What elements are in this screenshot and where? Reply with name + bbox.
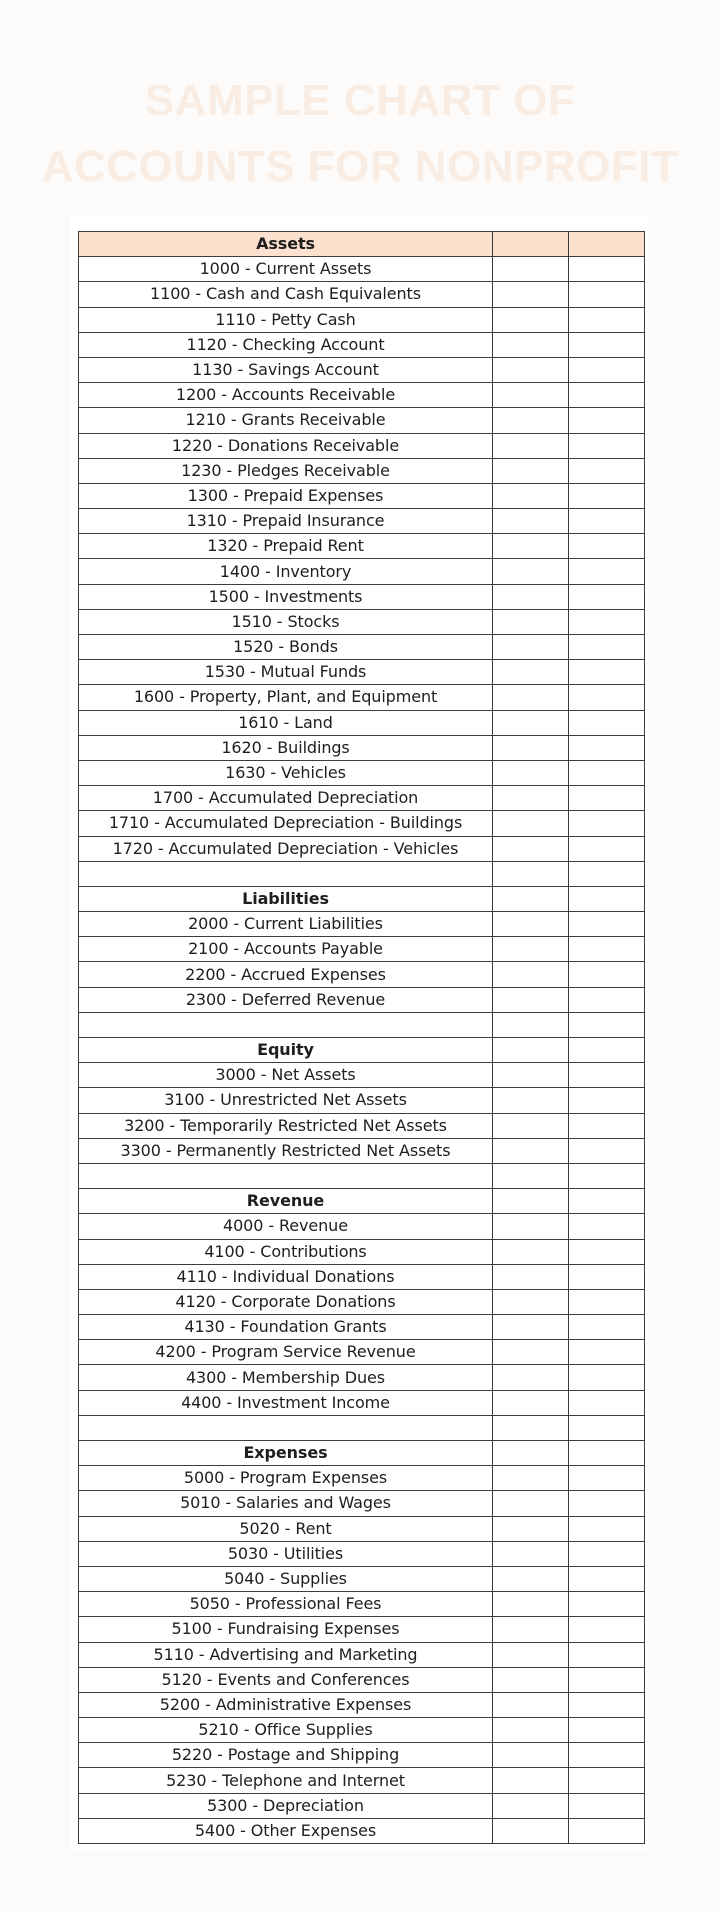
empty-value-cell [569, 1566, 645, 1591]
account-row [79, 786, 645, 811]
account-row [79, 257, 645, 282]
blank-row [79, 1163, 645, 1188]
empty-value-cell [493, 1390, 569, 1415]
account-row [79, 710, 645, 735]
account-row [79, 307, 645, 332]
account-name-cell: 5050 - Professional Fees [79, 1592, 493, 1617]
chart-of-accounts-body [79, 232, 645, 1844]
empty-value-cell [569, 433, 645, 458]
empty-value-cell [569, 307, 645, 332]
account-row [79, 685, 645, 710]
section-title-cell: Liabilities [79, 886, 493, 911]
empty-value-cell [493, 937, 569, 962]
account-row [79, 1768, 645, 1793]
empty-value-cell [493, 811, 569, 836]
empty-value-cell [493, 609, 569, 634]
empty-value-cell [493, 1189, 569, 1214]
empty-value-cell [569, 635, 645, 660]
empty-value-cell [569, 1768, 645, 1793]
account-name-cell: 1700 - Accumulated Depreciation [79, 786, 493, 811]
empty-value-cell [569, 609, 645, 634]
empty-value-cell [569, 1239, 645, 1264]
empty-value-cell [493, 509, 569, 534]
section-header-row [79, 1189, 645, 1214]
empty-value-cell [493, 1038, 569, 1063]
empty-value-cell [493, 1264, 569, 1289]
account-row [79, 1289, 645, 1314]
empty-value-cell [569, 1138, 645, 1163]
account-name-cell: 4000 - Revenue [79, 1214, 493, 1239]
account-row [79, 635, 645, 660]
empty-value-cell [569, 1365, 645, 1390]
page-title [0, 68, 720, 200]
account-row [79, 559, 645, 584]
empty-value-cell [569, 408, 645, 433]
empty-value-cell [569, 1012, 645, 1037]
empty-value-cell [569, 1415, 645, 1440]
account-name-cell: 1230 - Pledges Receivable [79, 458, 493, 483]
empty-value-cell [493, 1617, 569, 1642]
account-name-cell: 4100 - Contributions [79, 1239, 493, 1264]
account-name-cell: 4400 - Investment Income [79, 1390, 493, 1415]
empty-value-cell [493, 1541, 569, 1566]
empty-value-cell [569, 458, 645, 483]
account-name-cell: 1600 - Property, Plant, and Equipment [79, 685, 493, 710]
account-row [79, 1264, 645, 1289]
empty-value-cell [569, 1340, 645, 1365]
empty-value-cell [493, 559, 569, 584]
account-row [79, 760, 645, 785]
account-name-cell: 3300 - Permanently Restricted Net Assets [79, 1138, 493, 1163]
account-row [79, 483, 645, 508]
account-row [79, 1138, 645, 1163]
empty-value-cell [569, 332, 645, 357]
empty-value-cell [493, 1642, 569, 1667]
empty-value-cell [493, 1768, 569, 1793]
account-name-cell: 4130 - Foundation Grants [79, 1315, 493, 1340]
account-name-cell: 1130 - Savings Account [79, 357, 493, 382]
empty-value-cell [493, 1818, 569, 1843]
empty-value-cell [493, 458, 569, 483]
account-name-cell: 1210 - Grants Receivable [79, 408, 493, 433]
account-name-cell: 3000 - Net Assets [79, 1063, 493, 1088]
account-row [79, 660, 645, 685]
account-name-cell: 1500 - Investments [79, 584, 493, 609]
account-row [79, 1793, 645, 1818]
empty-value-cell [569, 1088, 645, 1113]
account-row [79, 357, 645, 382]
empty-value-cell [569, 509, 645, 534]
empty-value-cell [569, 1441, 645, 1466]
account-name-cell: 1720 - Accumulated Depreciation - Vehicles [79, 836, 493, 861]
empty-value-cell [493, 332, 569, 357]
section-title-cell: Expenses [79, 1441, 493, 1466]
page-title-line-2: ACCOUNTS FOR NONPROFIT [41, 142, 679, 191]
account-row [79, 458, 645, 483]
account-row [79, 912, 645, 937]
account-name-cell: 4110 - Individual Donations [79, 1264, 493, 1289]
account-name-cell: 5300 - Depreciation [79, 1793, 493, 1818]
account-name-cell: 1220 - Donations Receivable [79, 433, 493, 458]
section-title-cell: Equity [79, 1038, 493, 1063]
empty-value-cell [493, 1718, 569, 1743]
account-row [79, 509, 645, 534]
empty-value-cell [493, 433, 569, 458]
empty-value-cell [569, 1289, 645, 1314]
empty-value-cell [569, 1541, 645, 1566]
account-row [79, 584, 645, 609]
empty-value-cell [569, 1063, 645, 1088]
empty-value-cell [569, 886, 645, 911]
empty-value-cell [569, 1718, 645, 1743]
empty-value-cell [493, 1793, 569, 1818]
empty-value-cell [493, 383, 569, 408]
account-row [79, 282, 645, 307]
empty-value-cell [493, 1566, 569, 1591]
empty-value-cell [569, 685, 645, 710]
empty-value-cell [569, 1466, 645, 1491]
empty-value-cell [493, 1315, 569, 1340]
empty-value-cell [569, 735, 645, 760]
account-row [79, 1692, 645, 1717]
empty-value-cell [569, 1038, 645, 1063]
account-row [79, 1541, 645, 1566]
empty-value-cell [569, 1818, 645, 1843]
empty-value-cell [569, 282, 645, 307]
empty-value-cell [569, 1113, 645, 1138]
empty-value-cell [493, 962, 569, 987]
chart-of-accounts-table [78, 231, 645, 1844]
empty-value-cell [493, 232, 569, 257]
empty-value-cell [569, 861, 645, 886]
account-name-cell: 1710 - Accumulated Depreciation - Buildings [79, 811, 493, 836]
account-name-cell: 3100 - Unrestricted Net Assets [79, 1088, 493, 1113]
empty-value-cell [569, 912, 645, 937]
empty-value-cell [493, 1239, 569, 1264]
account-row [79, 811, 645, 836]
blank-cell [79, 1163, 493, 1188]
empty-value-cell [493, 1516, 569, 1541]
empty-value-cell [493, 584, 569, 609]
account-name-cell: 1400 - Inventory [79, 559, 493, 584]
account-row [79, 1466, 645, 1491]
empty-value-cell [493, 1441, 569, 1466]
empty-value-cell [569, 1315, 645, 1340]
section-header-row [79, 1441, 645, 1466]
account-name-cell: 1520 - Bonds [79, 635, 493, 660]
empty-value-cell [493, 1692, 569, 1717]
account-row [79, 1642, 645, 1667]
account-name-cell: 5230 - Telephone and Internet [79, 1768, 493, 1793]
empty-value-cell [569, 1692, 645, 1717]
empty-value-cell [493, 886, 569, 911]
account-name-cell: 2300 - Deferred Revenue [79, 987, 493, 1012]
empty-value-cell [493, 534, 569, 559]
empty-value-cell [493, 987, 569, 1012]
empty-value-cell [493, 635, 569, 660]
empty-value-cell [569, 660, 645, 685]
empty-value-cell [493, 735, 569, 760]
empty-value-cell [569, 1491, 645, 1516]
empty-value-cell [569, 1592, 645, 1617]
account-name-cell: 5220 - Postage and Shipping [79, 1743, 493, 1768]
empty-value-cell [569, 1667, 645, 1692]
empty-value-cell [569, 987, 645, 1012]
empty-value-cell [569, 836, 645, 861]
empty-value-cell [493, 861, 569, 886]
empty-value-cell [493, 1138, 569, 1163]
empty-value-cell [569, 383, 645, 408]
empty-value-cell [493, 1214, 569, 1239]
account-name-cell: 3200 - Temporarily Restricted Net Assets [79, 1113, 493, 1138]
empty-value-cell [569, 559, 645, 584]
section-header-row [79, 232, 645, 257]
empty-value-cell [569, 1617, 645, 1642]
section-title-cell: Revenue [79, 1189, 493, 1214]
empty-value-cell [569, 534, 645, 559]
section-header-row [79, 1038, 645, 1063]
empty-value-cell [569, 1214, 645, 1239]
empty-value-cell [493, 257, 569, 282]
account-name-cell: 1310 - Prepaid Insurance [79, 509, 493, 534]
account-row [79, 735, 645, 760]
empty-value-cell [569, 1516, 645, 1541]
empty-value-cell [569, 937, 645, 962]
empty-value-cell [569, 1793, 645, 1818]
empty-value-cell [569, 710, 645, 735]
account-row [79, 1718, 645, 1743]
empty-value-cell [493, 1466, 569, 1491]
empty-value-cell [493, 1491, 569, 1516]
blank-row [79, 861, 645, 886]
account-row [79, 1667, 645, 1692]
account-name-cell: 1110 - Petty Cash [79, 307, 493, 332]
account-name-cell: 4120 - Corporate Donations [79, 1289, 493, 1314]
empty-value-cell [493, 912, 569, 937]
empty-value-cell [493, 357, 569, 382]
empty-value-cell [493, 1063, 569, 1088]
empty-value-cell [493, 282, 569, 307]
empty-value-cell [493, 408, 569, 433]
empty-value-cell [493, 1667, 569, 1692]
account-name-cell: 1120 - Checking Account [79, 332, 493, 357]
account-name-cell: 2100 - Accounts Payable [79, 937, 493, 962]
account-name-cell: 2200 - Accrued Expenses [79, 962, 493, 987]
account-name-cell: 5100 - Fundraising Expenses [79, 1617, 493, 1642]
empty-value-cell [569, 1189, 645, 1214]
account-row [79, 962, 645, 987]
account-name-cell: 1100 - Cash and Cash Equivalents [79, 282, 493, 307]
empty-value-cell [569, 483, 645, 508]
empty-value-cell [493, 1088, 569, 1113]
empty-value-cell [493, 760, 569, 785]
empty-value-cell [569, 760, 645, 785]
empty-value-cell [493, 1113, 569, 1138]
empty-value-cell [569, 962, 645, 987]
account-name-cell: 5040 - Supplies [79, 1566, 493, 1591]
account-row [79, 1566, 645, 1591]
empty-value-cell [493, 660, 569, 685]
account-row [79, 609, 645, 634]
empty-value-cell [493, 1012, 569, 1037]
account-row [79, 1340, 645, 1365]
blank-cell [79, 1012, 493, 1037]
account-row [79, 1315, 645, 1340]
section-header-row [79, 886, 645, 911]
account-name-cell: 5000 - Program Expenses [79, 1466, 493, 1491]
blank-cell [79, 861, 493, 886]
page-title-line-1: SAMPLE CHART OF [144, 76, 576, 125]
empty-value-cell [569, 786, 645, 811]
account-name-cell: 1300 - Prepaid Expenses [79, 483, 493, 508]
account-name-cell: 1530 - Mutual Funds [79, 660, 493, 685]
account-row [79, 1743, 645, 1768]
blank-cell [79, 1415, 493, 1440]
account-row [79, 1214, 645, 1239]
empty-value-cell [569, 811, 645, 836]
account-name-cell: 2000 - Current Liabilities [79, 912, 493, 937]
empty-value-cell [493, 1415, 569, 1440]
empty-value-cell [493, 307, 569, 332]
account-row [79, 408, 645, 433]
account-name-cell: 1610 - Land [79, 710, 493, 735]
empty-value-cell [493, 1743, 569, 1768]
empty-value-cell [493, 1289, 569, 1314]
account-name-cell: 1510 - Stocks [79, 609, 493, 634]
empty-value-cell [493, 786, 569, 811]
account-row [79, 1491, 645, 1516]
account-row [79, 1365, 645, 1390]
account-name-cell: 1320 - Prepaid Rent [79, 534, 493, 559]
account-row [79, 534, 645, 559]
account-name-cell: 4300 - Membership Dues [79, 1365, 493, 1390]
empty-value-cell [493, 836, 569, 861]
empty-value-cell [493, 1592, 569, 1617]
account-row [79, 1617, 645, 1642]
account-name-cell: 4200 - Program Service Revenue [79, 1340, 493, 1365]
account-row [79, 1390, 645, 1415]
empty-value-cell [569, 232, 645, 257]
account-name-cell: 5110 - Advertising and Marketing [79, 1642, 493, 1667]
account-name-cell: 5210 - Office Supplies [79, 1718, 493, 1743]
account-name-cell: 1630 - Vehicles [79, 760, 493, 785]
empty-value-cell [493, 1365, 569, 1390]
empty-value-cell [569, 1390, 645, 1415]
empty-value-cell [493, 685, 569, 710]
account-row [79, 1063, 645, 1088]
account-name-cell: 5400 - Other Expenses [79, 1818, 493, 1843]
account-row [79, 1818, 645, 1843]
blank-row [79, 1012, 645, 1037]
account-name-cell: 1000 - Current Assets [79, 257, 493, 282]
empty-value-cell [493, 710, 569, 735]
account-name-cell: 5020 - Rent [79, 1516, 493, 1541]
account-row [79, 1239, 645, 1264]
blank-row [79, 1415, 645, 1440]
account-name-cell: 5010 - Salaries and Wages [79, 1491, 493, 1516]
account-row [79, 836, 645, 861]
empty-value-cell [569, 1264, 645, 1289]
account-row [79, 937, 645, 962]
account-row [79, 433, 645, 458]
account-row [79, 383, 645, 408]
account-row [79, 1516, 645, 1541]
account-name-cell: 5030 - Utilities [79, 1541, 493, 1566]
empty-value-cell [569, 357, 645, 382]
account-name-cell: 1620 - Buildings [79, 735, 493, 760]
account-name-cell: 5200 - Administrative Expenses [79, 1692, 493, 1717]
account-row [79, 987, 645, 1012]
empty-value-cell [569, 257, 645, 282]
empty-value-cell [493, 483, 569, 508]
section-title-cell: Assets [79, 232, 493, 257]
account-row [79, 1592, 645, 1617]
empty-value-cell [569, 1743, 645, 1768]
account-name-cell: 1200 - Accounts Receivable [79, 383, 493, 408]
account-name-cell: 5120 - Events and Conferences [79, 1667, 493, 1692]
empty-value-cell [493, 1163, 569, 1188]
empty-value-cell [569, 1642, 645, 1667]
empty-value-cell [569, 1163, 645, 1188]
empty-value-cell [493, 1340, 569, 1365]
account-row [79, 332, 645, 357]
account-row [79, 1113, 645, 1138]
empty-value-cell [569, 584, 645, 609]
account-row [79, 1088, 645, 1113]
